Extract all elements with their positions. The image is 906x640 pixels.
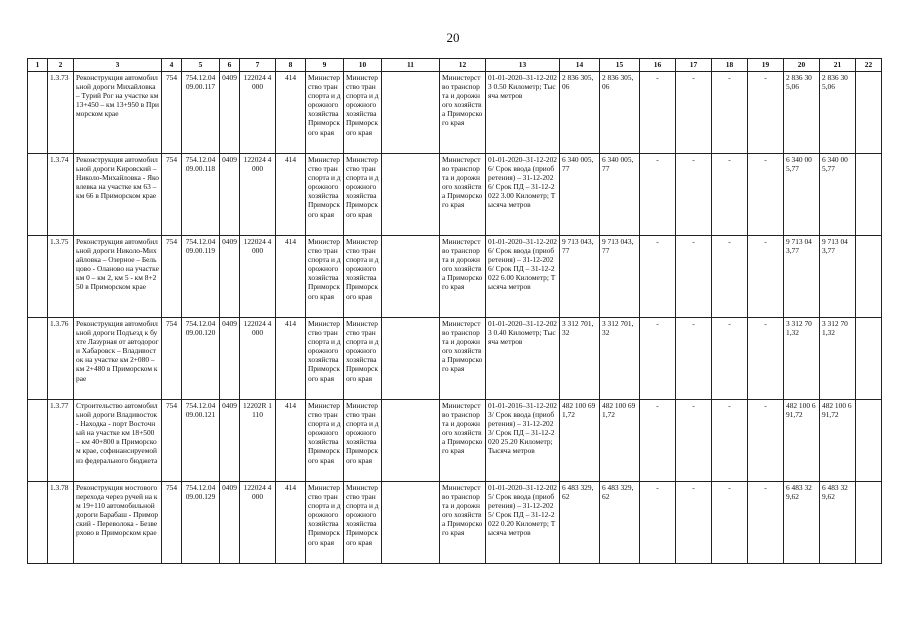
table-cell-col-20: 9 713 043,77 — [784, 236, 820, 318]
table-cell-col-18: - — [712, 236, 748, 318]
table-cell-col-13: 01-01-2020–31-12-2023 0.50 Километр; Тысяча метров — [486, 72, 560, 154]
table-cell-col-8: 414 — [276, 318, 306, 400]
table-cell-col-9: Министерство транспорта и дорожного хозяйства Приморского края — [306, 154, 344, 236]
table-cell-col-7: 122024 4000 — [240, 236, 276, 318]
table-cell-col-14: 6 483 329,62 — [560, 482, 600, 564]
table-cell-col-19: - — [748, 72, 784, 154]
table-cell-col-6: 0409 — [220, 400, 240, 482]
table-cell-col-9: Министерство транспорта и дорожного хозяйства Приморского края — [306, 72, 344, 154]
column-header: 3 — [74, 59, 162, 72]
column-header: 2 — [48, 59, 74, 72]
table-cell-col-17: - — [676, 482, 712, 564]
table-cell-col-18: - — [712, 154, 748, 236]
column-header: 16 — [640, 59, 676, 72]
table-cell-col-5: 754.12.04 09.00.117 — [182, 72, 220, 154]
table-cell-col-3: Реконструкция автомобильной дороги Михайловка – Турий Рог на участке км 13+450 – км 13+950 в Приморском крае — [74, 72, 162, 154]
table-cell-col-21: 6 340 005,77 — [820, 154, 856, 236]
column-header: 7 — [240, 59, 276, 72]
column-header: 19 — [748, 59, 784, 72]
table-cell-col-14: 6 340 005,77 — [560, 154, 600, 236]
table-cell-col-21: 9 713 043,77 — [820, 236, 856, 318]
table-cell-col-18: - — [712, 72, 748, 154]
table-cell-col-10: Министерство транспорта и дорожного хозяйства Приморского края — [344, 236, 382, 318]
table-cell-col-10: Министерство транспорта и дорожного хозяйства Приморского края — [344, 154, 382, 236]
table-cell-col-10: Министерство транспорта и дорожного хозяйства Приморского края — [344, 482, 382, 564]
table-cell-col-12: Министерство транспорта и дорожного хозяйства Приморского края — [440, 400, 486, 482]
column-header: 12 — [440, 59, 486, 72]
table-cell-col-19: - — [748, 154, 784, 236]
table-cell-col-21: 6 483 329,62 — [820, 482, 856, 564]
column-header: 8 — [276, 59, 306, 72]
table-cell-col-20: 6 340 005,77 — [784, 154, 820, 236]
table-cell-col-8: 414 — [276, 154, 306, 236]
table-cell-col-21: 482 100 691,72 — [820, 400, 856, 482]
table-cell-col-4: 754 — [162, 482, 182, 564]
column-header: 13 — [486, 59, 560, 72]
table-cell-col-5: 754.12.04 09.00.119 — [182, 236, 220, 318]
table-cell-col-3: Реконструкция мостового перехода через ручей на км 19+110 автомобильной дороги Барабаш - Приморский - Переволока - Безверхово в Приморском крае — [74, 482, 162, 564]
table-cell-col-19: - — [748, 236, 784, 318]
table-cell-col-16: - — [640, 400, 676, 482]
table-cell-col-6: 0409 — [220, 236, 240, 318]
column-header: 5 — [182, 59, 220, 72]
table-cell-col-20: 482 100 691,72 — [784, 400, 820, 482]
table-cell-col-7: 122024 4000 — [240, 154, 276, 236]
column-header: 4 — [162, 59, 182, 72]
table-body — [28, 72, 882, 564]
table-cell-col-15: 6 483 329,62 — [600, 482, 640, 564]
table-cell-col-15: 3 312 701,32 — [600, 318, 640, 400]
table-cell-col-13: 01-01-2020–31-12-2026/ Срок ввода (приобретения) – 31-12-2026/ Срок ПД – 31-12-2022 6.00 Километр; Тысяча метров — [486, 236, 560, 318]
table-cell-col-22 — [856, 400, 882, 482]
table-cell-col-8: 414 — [276, 400, 306, 482]
table-cell-col-12: Министерство транспорта и дорожного хозяйства Приморского края — [440, 482, 486, 564]
table-cell-col-4: 754 — [162, 400, 182, 482]
table-cell-col-2: 1.3.75 — [48, 236, 74, 318]
table-cell-col-17: - — [676, 72, 712, 154]
table-cell-col-13: 01-01-2020–31-12-2025/ Срок ввода (приобретения) – 31-12-2025/ Срок ПД – 31-12-2022 0.20 Километр; Тысяча метров — [486, 482, 560, 564]
table-cell-col-13: 01-01-2016–31-12-2023/ Срок ввода (приобретения) – 31-12-2023/ Срок ПД – 31-12-2020 25.20 Километр; Тысяча метров — [486, 400, 560, 482]
table-cell-col-9: Министерство транспорта и дорожного хозяйства Приморского края — [306, 236, 344, 318]
table-cell-col-6: 0409 — [220, 482, 240, 564]
table-cell-col-1 — [28, 318, 48, 400]
table-cell-col-22 — [856, 318, 882, 400]
table-cell-col-13: 01-01-2020–31-12-2023 0.40 Километр; Тысяча метров — [486, 318, 560, 400]
table-cell-col-18: - — [712, 482, 748, 564]
table-row — [28, 400, 882, 482]
table-cell-col-15: 6 340 005,77 — [600, 154, 640, 236]
table-cell-col-6: 0409 — [220, 318, 240, 400]
table-cell-col-20: 3 312 701,32 — [784, 318, 820, 400]
table-cell-col-19: - — [748, 400, 784, 482]
column-header: 11 — [382, 59, 440, 72]
table-cell-col-3: Строительство автомобильной дороги Владивосток - Находка - порт Восточный на участке км 18+500 – км 40+800 в Приморском крае, софинансируемой из федерального бюджета — [74, 400, 162, 482]
table-cell-col-7: 122024 4000 — [240, 482, 276, 564]
column-header: 1 — [28, 59, 48, 72]
table-cell-col-17: - — [676, 318, 712, 400]
table-row — [28, 72, 882, 154]
table-cell-col-8: 414 — [276, 72, 306, 154]
column-header: 18 — [712, 59, 748, 72]
table-cell-col-16: - — [640, 482, 676, 564]
table-cell-col-6: 0409 — [220, 72, 240, 154]
column-header: 20 — [784, 59, 820, 72]
column-header: 22 — [856, 59, 882, 72]
table-cell-col-7: 12202R 1110 — [240, 400, 276, 482]
column-header: 6 — [220, 59, 240, 72]
column-header: 15 — [600, 59, 640, 72]
table-cell-col-22 — [856, 482, 882, 564]
table-cell-col-9: Министерство транспорта и дорожного хозяйства Приморского края — [306, 482, 344, 564]
register-table — [27, 58, 882, 564]
table-cell-col-4: 754 — [162, 236, 182, 318]
table-cell-col-5: 754.12.04 09.00.129 — [182, 482, 220, 564]
table-cell-col-1 — [28, 72, 48, 154]
table-cell-col-22 — [856, 154, 882, 236]
table-cell-col-20: 6 483 329,62 — [784, 482, 820, 564]
table-cell-col-5: 754.12.04 09.00.121 — [182, 400, 220, 482]
table-cell-col-14: 9 713 043,77 — [560, 236, 600, 318]
table-cell-col-16: - — [640, 72, 676, 154]
table-cell-col-2: 1.3.73 — [48, 72, 74, 154]
table-cell-col-14: 2 836 305,06 — [560, 72, 600, 154]
table-cell-col-7: 122024 4000 — [240, 72, 276, 154]
table-cell-col-18: - — [712, 318, 748, 400]
table-cell-col-19: - — [748, 482, 784, 564]
table-cell-col-6: 0409 — [220, 154, 240, 236]
table-cell-col-10: Министерство транспорта и дорожного хозяйства Приморского края — [344, 400, 382, 482]
table-cell-col-18: - — [712, 400, 748, 482]
table-cell-col-13: 01-01-2020–31-12-2026/ Срок ввода (приобретения) – 31-12-2026/ Срок ПД – 31-12-2022 3.00 Километр; Тысяча метров — [486, 154, 560, 236]
table-cell-col-21: 2 836 305,06 — [820, 72, 856, 154]
table-cell-col-22 — [856, 236, 882, 318]
table-cell-col-1 — [28, 236, 48, 318]
table-cell-col-9: Министерство транспорта и дорожного хозяйства Приморского края — [306, 400, 344, 482]
table-cell-col-20: 2 836 305,06 — [784, 72, 820, 154]
table-cell-col-19: - — [748, 318, 784, 400]
table-cell-col-11 — [382, 482, 440, 564]
table-cell-col-9: Министерство транспорта и дорожного хозяйства Приморского края — [306, 318, 344, 400]
table-cell-col-12: Министерство транспорта и дорожного хозяйства Приморского края — [440, 318, 486, 400]
table-cell-col-2: 1.3.76 — [48, 318, 74, 400]
column-header: 10 — [344, 59, 382, 72]
table-cell-col-11 — [382, 236, 440, 318]
table-cell-col-17: - — [676, 154, 712, 236]
table-cell-col-11 — [382, 72, 440, 154]
table-cell-col-5: 754.12.04 09.00.120 — [182, 318, 220, 400]
table-cell-col-11 — [382, 154, 440, 236]
table-row — [28, 318, 882, 400]
table-cell-col-22 — [856, 72, 882, 154]
page-number: 20 — [446, 30, 460, 45]
table-cell-col-8: 414 — [276, 236, 306, 318]
column-header: 17 — [676, 59, 712, 72]
table-cell-col-2: 1.3.77 — [48, 400, 74, 482]
table-cell-col-15: 9 713 043,77 — [600, 236, 640, 318]
header-row — [28, 59, 882, 72]
table-cell-col-3: Реконструкция автомобильной дороги Кировский – Николо-Михайловка - Яковлевка на участке км 63 – км 66 в Приморском крае — [74, 154, 162, 236]
table-cell-col-16: - — [640, 318, 676, 400]
table-cell-col-16: - — [640, 236, 676, 318]
table-cell-col-14: 482 100 691,72 — [560, 400, 600, 482]
column-header: 14 — [560, 59, 600, 72]
table-cell-col-17: - — [676, 400, 712, 482]
table-cell-col-10: Министерство транспорта и дорожного хозяйства Приморского края — [344, 72, 382, 154]
table-cell-col-21: 3 312 701,32 — [820, 318, 856, 400]
table-cell-col-2: 1.3.78 — [48, 482, 74, 564]
column-header: 9 — [306, 59, 344, 72]
table-cell-col-5: 754.12.04 09.00.118 — [182, 154, 220, 236]
table-cell-col-15: 2 836 305,06 — [600, 72, 640, 154]
table-row — [28, 154, 882, 236]
table-cell-col-8: 414 — [276, 482, 306, 564]
table-cell-col-1 — [28, 400, 48, 482]
table-cell-col-15: 482 100 691,72 — [600, 400, 640, 482]
table-cell-col-12: Министерство транспорта и дорожного хозяйства Приморского края — [440, 236, 486, 318]
table-cell-col-4: 754 — [162, 318, 182, 400]
table-cell-col-4: 754 — [162, 154, 182, 236]
table-row — [28, 482, 882, 564]
table-cell-col-11 — [382, 318, 440, 400]
table-cell-col-2: 1.3.74 — [48, 154, 74, 236]
table-cell-col-12: Министерство транспорта и дорожного хозяйства Приморского края — [440, 154, 486, 236]
table-cell-col-11 — [382, 400, 440, 482]
table-cell-col-17: - — [676, 236, 712, 318]
table-cell-col-1 — [28, 482, 48, 564]
table-cell-col-7: 122024 4000 — [240, 318, 276, 400]
table-cell-col-3: Реконструкция автомобильной дороги Подъезд к бухте Лазурная от автодороги Хабаровск – Владивосток на участке км 2+080 – км 2+480 в Приморском крае — [74, 318, 162, 400]
table-cell-col-10: Министерство транспорта и дорожного хозяйства Приморского края — [344, 318, 382, 400]
table-cell-col-4: 754 — [162, 72, 182, 154]
table-cell-col-12: Министерство транспорта и дорожного хозяйства Приморского края — [440, 72, 486, 154]
table-cell-col-3: Реконструкция автомобильной дороги Николо-Михайловка – Озерное – Бельцово - Оланово на участке км 0 – км 2, км 5 - км 8+250 в Приморском крае — [74, 236, 162, 318]
table-cell-col-16: - — [640, 154, 676, 236]
table-cell-col-1 — [28, 154, 48, 236]
table-row — [28, 236, 882, 318]
column-header: 21 — [820, 59, 856, 72]
table-cell-col-14: 3 312 701,32 — [560, 318, 600, 400]
